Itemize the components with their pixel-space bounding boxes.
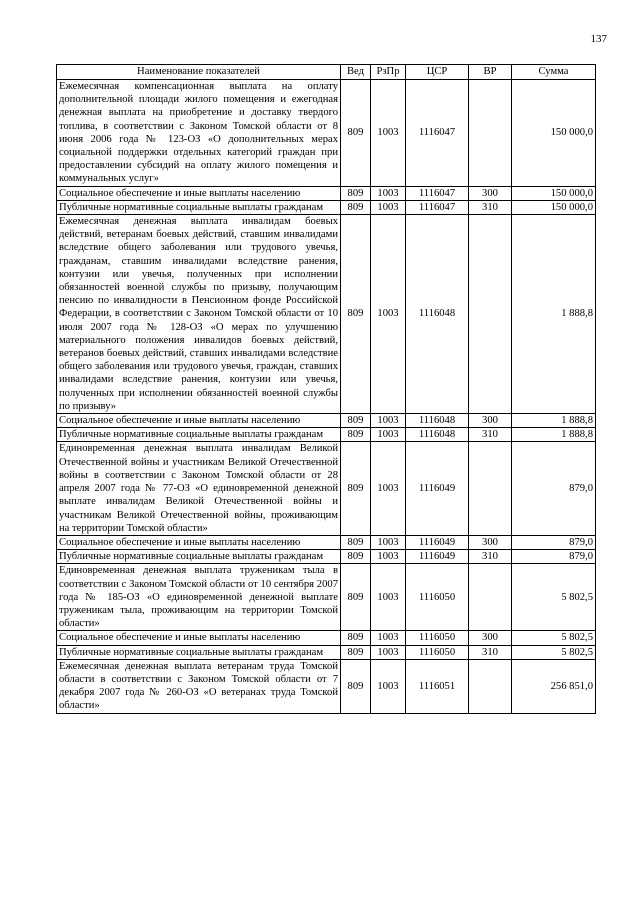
table-row [57,200,596,214]
row-vr: 310 [469,428,512,442]
table-row [57,550,596,564]
header-csr: ЦСР [406,65,469,80]
row-name: Единовременная денежная выплата труженикам тыла в соответствии с Законом Томской области от 10 сентября 2007 года № 185-ОЗ «О единовременной денежной выплате труженикам тыла, проживающим на территории Томской области» [57,564,341,631]
row-rzpr: 1003 [371,215,406,414]
row-name: Социальное обеспечение и иные выплаты населению [57,414,341,428]
row-sum: 879,0 [512,535,596,549]
row-vr: 310 [469,550,512,564]
header-ved: Вед [341,65,371,80]
row-name: Единовременная денежная выплата инвалидам Великой Отечественной войны и участникам Великой Отечественной войны в соответствии с Законом Томской области от 28 апреля 2007 года № 77-ОЗ «О единовременной денежной выплате инвалидам Великой Отечественной войны и участникам Великой Отечественной войны, проживающим на территории Томской области» [57,442,341,535]
row-rzpr: 1003 [371,659,406,713]
row-vr: 300 [469,535,512,549]
header-name: Наименование показателей [57,65,341,80]
table-row [57,442,596,535]
row-ved: 809 [341,564,371,631]
table-row [57,80,596,187]
row-ved: 809 [341,428,371,442]
row-ved: 809 [341,645,371,659]
row-rzpr: 1003 [371,631,406,645]
row-ved: 809 [341,200,371,214]
row-name: Социальное обеспечение и иные выплаты населению [57,535,341,549]
row-rzpr: 1003 [371,414,406,428]
row-ved: 809 [341,535,371,549]
table-row [57,645,596,659]
row-rzpr: 1003 [371,200,406,214]
table-row [57,428,596,442]
row-vr [469,80,512,187]
table-row [57,414,596,428]
row-csr: 1116048 [406,215,469,414]
row-csr: 1116049 [406,535,469,549]
table-row [57,215,596,414]
row-name: Ежемесячная денежная выплата ветеранам труда Томской области в соответствии с Законом Томской области от 7 декабря 2007 года № 260-ОЗ «О ветеранах труда Томской области» [57,659,341,713]
row-csr: 1116050 [406,645,469,659]
header-sum: Сумма [512,65,596,80]
table-row [57,186,596,200]
table-row [57,631,596,645]
table-row [57,535,596,549]
budget-table [56,64,596,714]
row-ved: 809 [341,215,371,414]
row-vr: 300 [469,186,512,200]
row-vr: 300 [469,414,512,428]
row-name: Публичные нормативные социальные выплаты гражданам [57,550,341,564]
row-rzpr: 1003 [371,535,406,549]
row-rzpr: 1003 [371,80,406,187]
row-sum: 5 802,5 [512,645,596,659]
row-sum: 150 000,0 [512,186,596,200]
row-name: Публичные нормативные социальные выплаты гражданам [57,200,341,214]
row-csr: 1116050 [406,564,469,631]
row-sum: 879,0 [512,550,596,564]
row-vr: 310 [469,645,512,659]
row-sum: 879,0 [512,442,596,535]
row-rzpr: 1003 [371,186,406,200]
row-csr: 1116047 [406,80,469,187]
row-csr: 1116050 [406,631,469,645]
row-sum: 256 851,0 [512,659,596,713]
row-ved: 809 [341,550,371,564]
row-ved: 809 [341,186,371,200]
table-header-row [57,65,596,80]
row-sum: 5 802,5 [512,564,596,631]
row-vr: 310 [469,200,512,214]
row-vr [469,215,512,414]
row-sum: 150 000,0 [512,80,596,187]
page-number: 137 [590,33,607,45]
row-ved: 809 [341,80,371,187]
row-sum: 1 888,8 [512,215,596,414]
header-vr: ВР [469,65,512,80]
row-name: Публичные нормативные социальные выплаты гражданам [57,645,341,659]
row-vr [469,564,512,631]
row-name: Ежемесячная денежная выплата инвалидам боевых действий, ветеранам боевых действий, ставшим инвалидами вследствие общего заболевания или трудового увечья, гражданам, ставшим инвалидами вследствие ранения, контузии или увечья, полученных при исполнении обязанностей военной службы по призыву, получающим пенсию по инвалидности в Пенсионном фонде Российской Федерации, в соответствии с Законом Томской области от 10 июля 2007 года № 128-ОЗ «О мерах по улучшению материального положения инвалидов боевых действий, ветеранов боевых действий, ставших инвалидами вследствие общего заболевания или трудового увечья, граждан, ставших инвалидами вследствие ранения, контузии или увечья, полученных при исполнении обязанностей военной службы по призыву» [57,215,341,414]
row-name: Социальное обеспечение и иные выплаты населению [57,631,341,645]
header-rzpr: РзПр [371,65,406,80]
row-rzpr: 1003 [371,550,406,564]
row-rzpr: 1003 [371,442,406,535]
row-rzpr: 1003 [371,645,406,659]
row-csr: 1116049 [406,442,469,535]
row-csr: 1116047 [406,200,469,214]
row-ved: 809 [341,659,371,713]
row-rzpr: 1003 [371,428,406,442]
row-ved: 809 [341,442,371,535]
row-vr: 300 [469,631,512,645]
row-csr: 1116051 [406,659,469,713]
row-name: Социальное обеспечение и иные выплаты населению [57,186,341,200]
row-csr: 1116049 [406,550,469,564]
row-csr: 1116047 [406,186,469,200]
row-ved: 809 [341,414,371,428]
row-csr: 1116048 [406,414,469,428]
row-rzpr: 1003 [371,564,406,631]
table-row [57,564,596,631]
row-vr [469,442,512,535]
row-vr [469,659,512,713]
row-sum: 1 888,8 [512,414,596,428]
row-csr: 1116048 [406,428,469,442]
table-row [57,659,596,713]
row-sum: 5 802,5 [512,631,596,645]
row-name: Публичные нормативные социальные выплаты гражданам [57,428,341,442]
row-sum: 150 000,0 [512,200,596,214]
row-name: Ежемесячная компенсационная выплата на оплату дополнительной площади жилого помещения и ежегодная денежная выплата на приобретение и доставку твердого топлива, в соответствии с Законом Томской области от 8 июня 2006 года № 123-ОЗ «О дополнительных мерах социальной поддержки отдельных категорий граждан при предоставлении субсидий на оплату жилого помещения и коммунальных услуг» [57,80,341,187]
row-sum: 1 888,8 [512,428,596,442]
row-ved: 809 [341,631,371,645]
